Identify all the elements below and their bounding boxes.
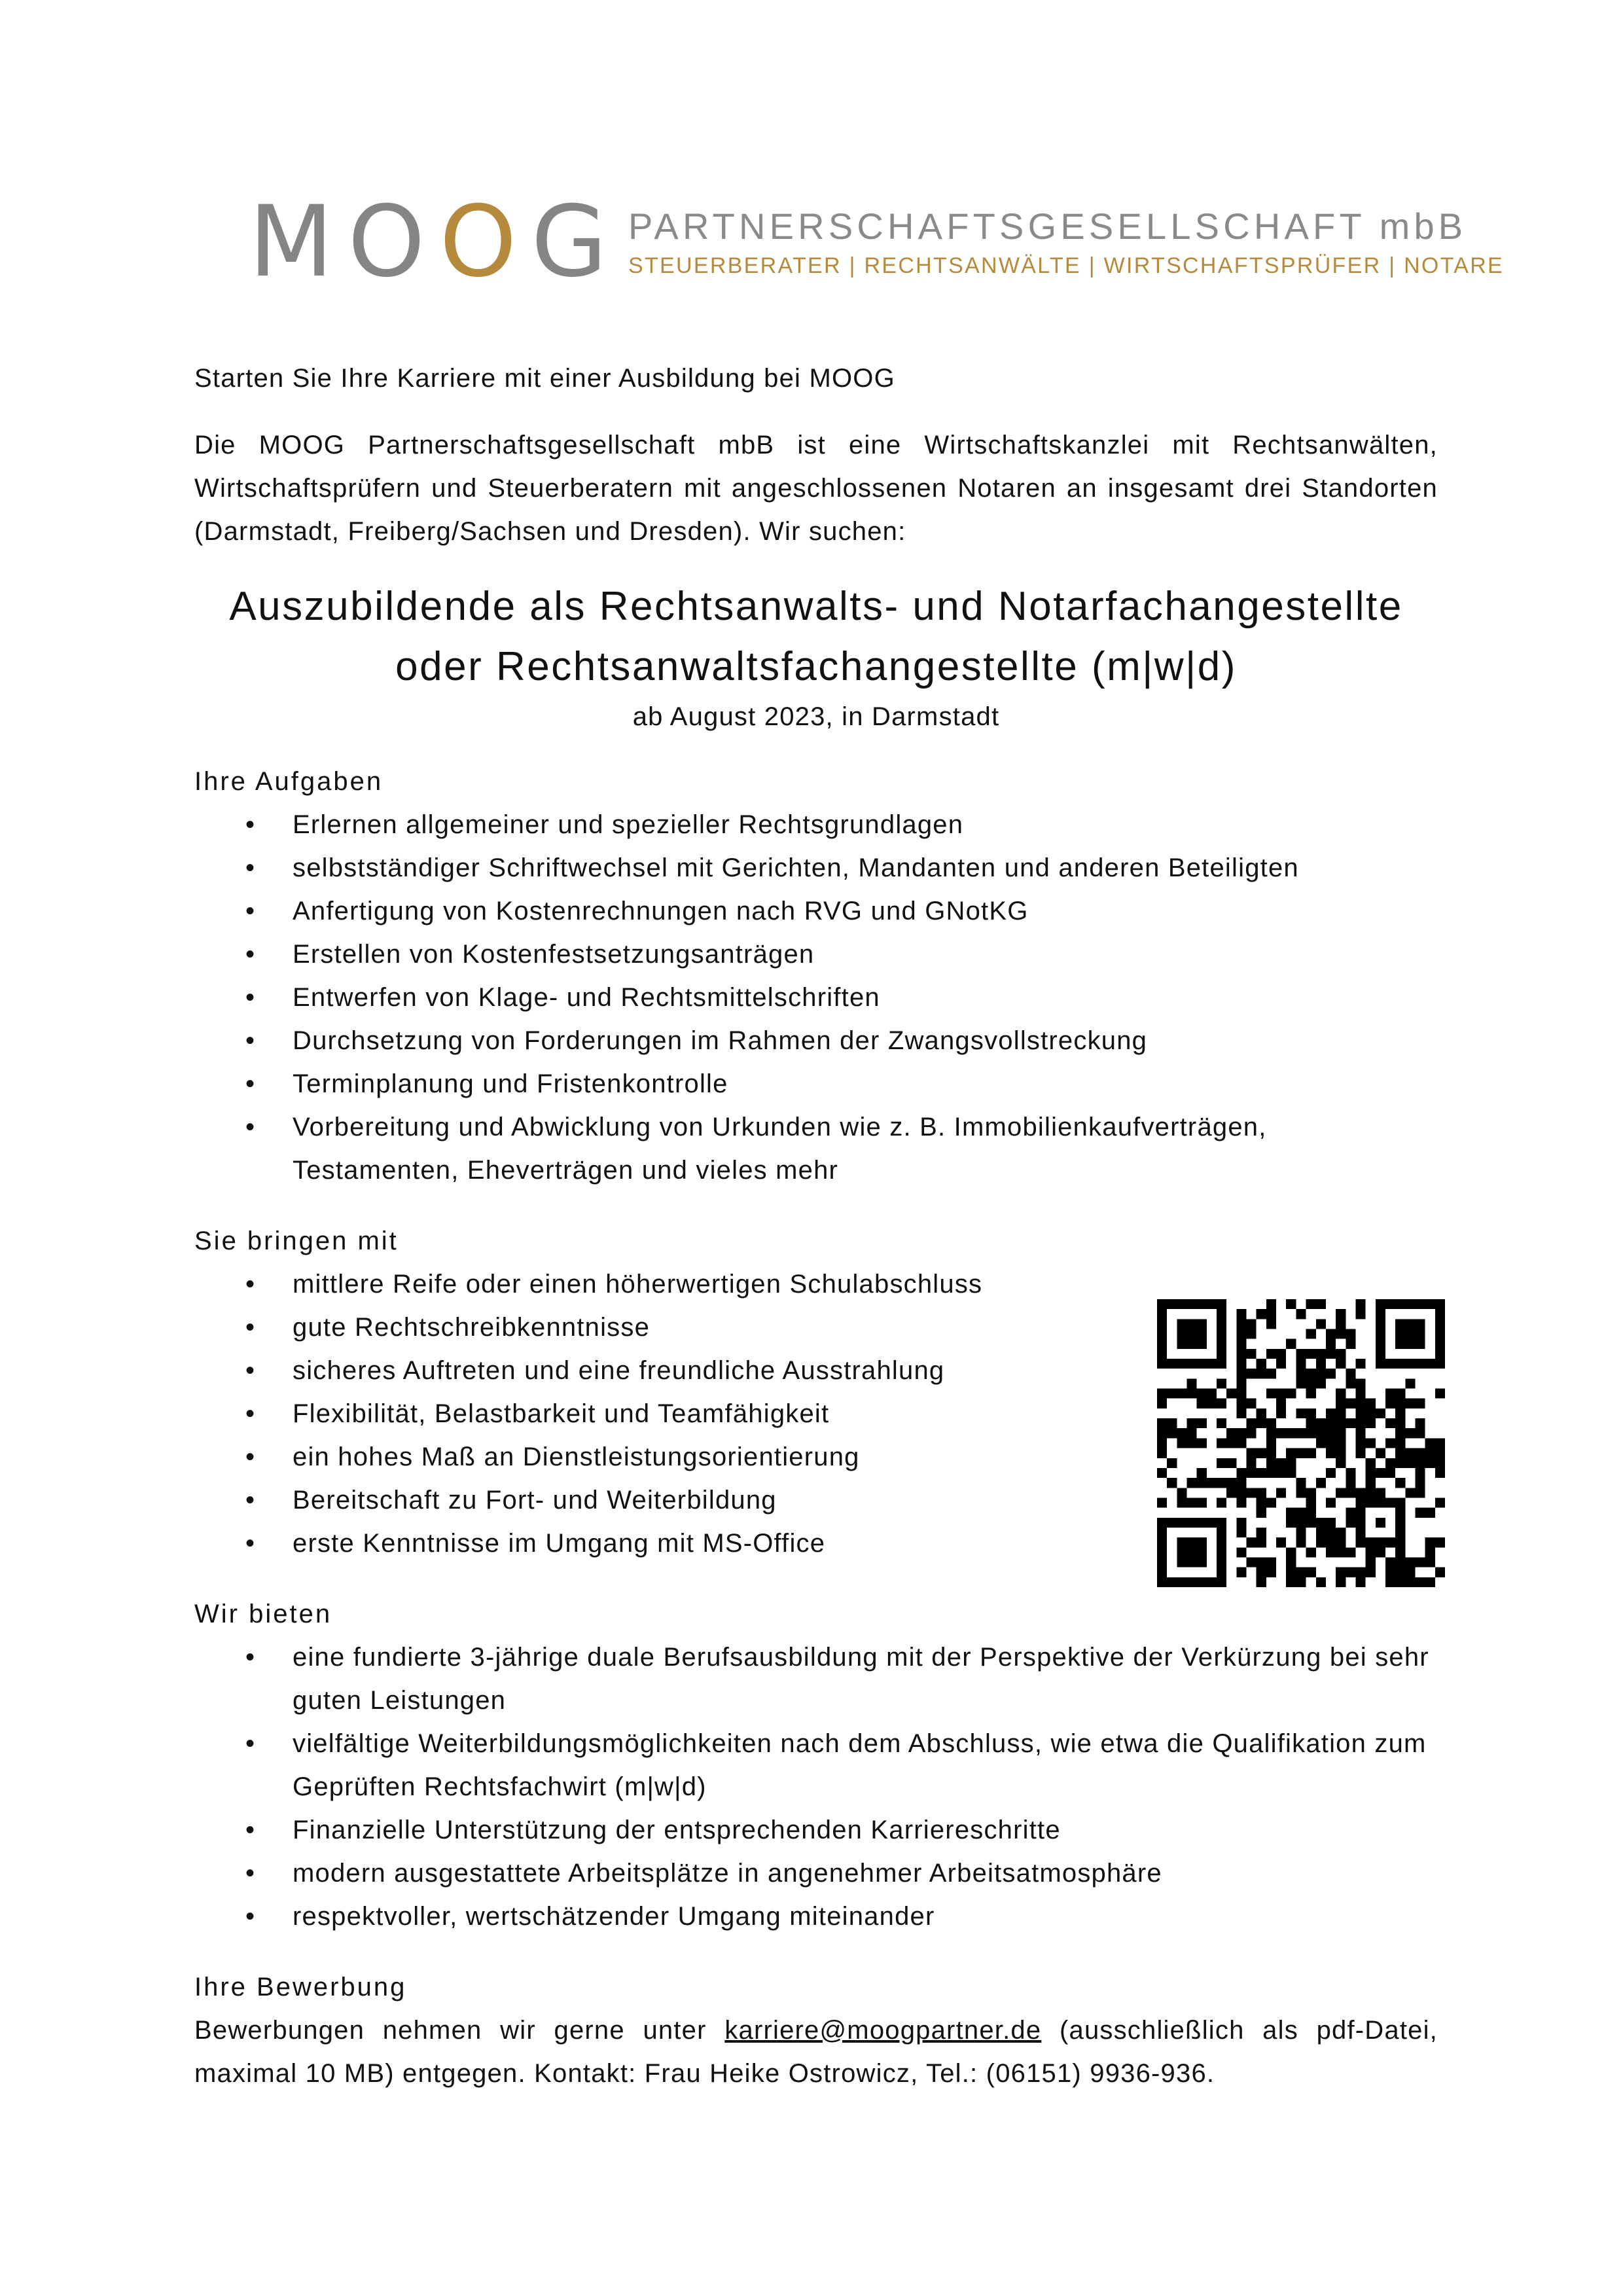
list-item: • Terminplanung und Fristenkontrolle: [194, 1062, 1438, 1105]
job-title: [194, 577, 1438, 697]
job-title-line2: oder Rechtsanwaltsfachangestellte (m|w|d): [395, 644, 1237, 689]
list-item: • Finanzielle Unterstützung der entsprechenden Karriereschritte: [194, 1808, 1438, 1852]
intro-text: Die MOOG Partnerschaftsgesellschaft mbB ist eine Wirtschaftskanzlei mit Rechtsanwälten, Wirtschaftsprüfern und Steuerberatern mit angeschlossenen Notaren an insgesamt drei Standorten (Darmstadt, Freiberg/Sachsen und Dresden). Wir suchen:: [194, 431, 1438, 546]
offer-list: [194, 1636, 1438, 1938]
list-item: • gute Rechtschreibkenntnisse: [194, 1306, 1222, 1349]
list-item: • Bereitschaft zu Fort- und Weiterbildung: [194, 1479, 1222, 1522]
list-item: • sicheres Auftreten und eine freundliche Ausstrahlung: [194, 1349, 1222, 1392]
logo-company-type: PARTNERSCHAFTSGESELLSCHAFT mbB: [628, 206, 1467, 247]
list-item: • vielfältige Weiterbildungsmöglichkeiten nach dem Abschluss, wie etwa die Qualifikation zum Geprüften Rechtsfachwirt (m|w|d): [194, 1722, 1438, 1808]
tasks-list: [194, 803, 1438, 1192]
list-item: • ein hohes Maß an Dienstleistungsorientierung: [194, 1435, 1222, 1479]
application-text-before: Bewerbungen nehmen wir gerne unter: [194, 2016, 725, 2045]
list-item: • Durchsetzung von Forderungen im Rahmen der Zwangsvollstreckung: [194, 1019, 1438, 1062]
list-item: • mittlere Reife oder einen höherwertigen Schulabschluss: [194, 1263, 1222, 1306]
offer-heading: Wir bieten: [194, 1600, 332, 1628]
list-item: • erste Kenntnisse im Umgang mit MS-Office: [194, 1522, 1222, 1565]
requirements-heading: Sie bringen mit: [194, 1227, 399, 1255]
list-item: • Erlernen allgemeiner und spezieller Rechtsgrundlagen: [194, 803, 1438, 846]
tasks-heading: Ihre Aufgaben: [194, 767, 383, 796]
list-item: • eine fundierte 3-jährige duale Berufsausbildung mit der Perspektive der Verkürzung bei sehr guten Leistungen: [194, 1636, 1438, 1722]
intro-title: Starten Sie Ihre Karriere mit einer Ausbildung bei MOOG: [194, 364, 895, 393]
list-item: • selbstständiger Schriftwechsel mit Gerichten, Mandanten und anderen Beteiligten: [194, 846, 1438, 889]
list-item: • Anfertigung von Kostenrechnungen nach RVG und GNotKG: [194, 889, 1438, 933]
tasks-section: [194, 760, 1438, 1192]
logo-wordmark: MOOG: [249, 185, 622, 299]
list-item: • respektvoller, wertschätzender Umgang miteinander: [194, 1895, 1438, 1938]
list-item: • modern ausgestattete Arbeitsplätze in angenehmer Arbeitsatmosphäre: [194, 1852, 1438, 1895]
list-item: • Entwerfen von Klage- und Rechtsmittelschriften: [194, 976, 1438, 1019]
qr-code-graphic: [1157, 1299, 1445, 1587]
list-item: • Vorbereitung und Abwicklung von Urkunden wie z. B. Immobilienkaufverträgen, Testamenten, Eheverträgen und vieles mehr: [194, 1105, 1438, 1192]
application-heading: Ihre Bewerbung: [194, 1973, 407, 2001]
list-item: • Flexibilität, Belastbarkeit und Teamfähigkeit: [194, 1392, 1222, 1435]
application-text: [194, 2009, 1438, 2095]
list-item: • Erstellen von Kostenfestsetzungsanträgen: [194, 933, 1438, 976]
logo-professions: STEUERBERATER | RECHTSANWÄLTE | WIRTSCHAFTSPRÜFER | NOTARE: [628, 253, 1505, 278]
qr-code-icon[interactable]: [1157, 1299, 1445, 1587]
application-text-after: (ausschließlich als pdf-Datei, maximal 10 MB) entgegen. Kontakt: Frau Heike Ostrowicz, Tel.: (06151) 9936-936.: [194, 2016, 1438, 2088]
job-title-line1: Auszubildende als Rechtsanwalts- und Notarfachangestellte: [229, 584, 1403, 629]
offer-section: [194, 1592, 1438, 1938]
logo: [249, 185, 1505, 299]
email-link[interactable]: karriere@moogpartner.de: [724, 2016, 1042, 2045]
job-subtitle: ab August 2023, in Darmstadt: [632, 702, 1000, 731]
application-section: [194, 1965, 1438, 2095]
document-body: [194, 357, 1438, 2123]
